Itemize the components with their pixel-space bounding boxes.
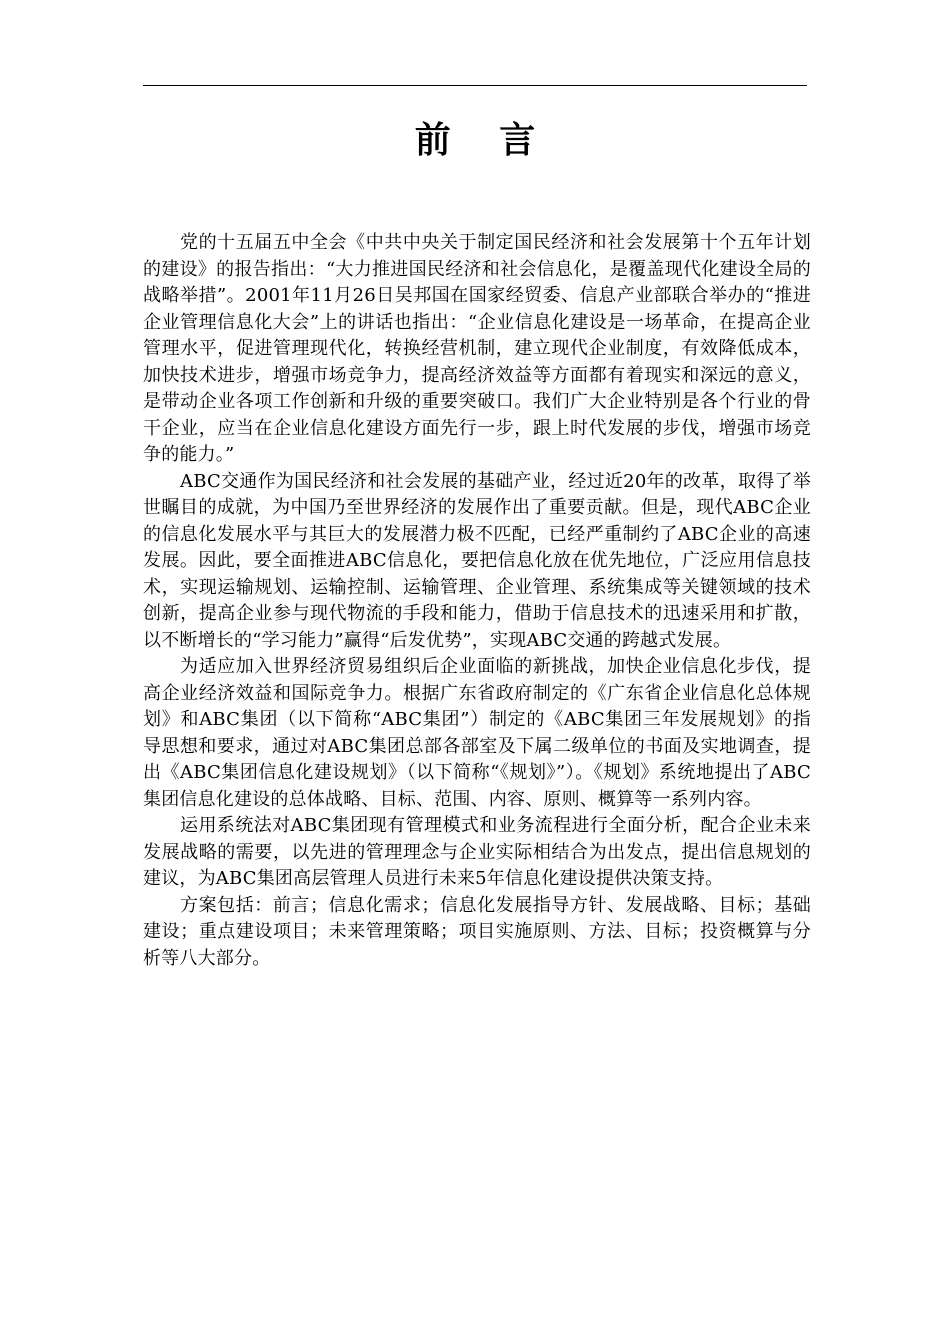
paragraph-2: ABC交通作为国民经济和社会发展的基础产业，经过近20年的改革，取得了举世瞩目的成就，为中国乃至世界经济的发展作出了重要贡献。但是，现代ABC企业的信息化发展水平与其巨大的发展潜力极不匹配，已经严重制约了ABC企业的高速发展。因此，要全面推进ABC信息化，要把信息化放在优先地位，广泛应用信息技术，实现运输规划、运输控制、运输管理、企业管理、系统集成等关键领域的技术创新，提高企业参与现代物流的手段和能力，借助于信息技术的迅速采用和扩散，以不断增长的“学习能力”赢得“后发优势”，实现ABC交通的跨越式发展。 (143, 470, 811, 651)
body-text (143, 230, 811, 972)
paragraph-1: 党的十五届五中全会《中共中央关于制定国民经济和社会发展第十个五年计划的建设》的报告指出：“大力推进国民经济和社会信息化，是覆盖现代化建设全局的战略举措”。2001年11月26日吴邦国在国家经贸委、信息产业部联合举办的“推进企业管理信息化大会”上的讲话也指出：“企业信息化建设是一场革命，在提高企业管理水平，促进管理现代化，转换经营机制，建立现代企业制度，有效降低成本，加快技术进步，增强市场竞争力，提高经济效益等方面都有着现实和深远的意义，是带动企业各项工作创新和升级的重要突破口。我们广大企业特别是各个行业的骨干企业，应当在企业信息化建设方面先行一步，跟上时代发展的步伐，增强市场竞争的能力。” (143, 232, 811, 465)
paragraph-4: 运用系统法对ABC集团现有管理模式和业务流程进行全面分析，配合企业未来发展战略的需要，以先进的管理理念与企业实际相结合为出发点，提出信息规划的建议，为ABC集团高层管理人员进行未来5年信息化建设提供决策支持。 (143, 815, 811, 889)
page-title: 前 言 (414, 120, 554, 161)
paragraph-5: 方案包括：前言；信息化需求；信息化发展指导方针、发展战略、目标；基础建设；重点建设项目；未来管理策略；项目实施原则、方法、目标；投资概算与分析等八大部分。 (143, 894, 811, 969)
header-rule (143, 85, 807, 86)
paragraph-3: 为适应加入世界经济贸易组织后企业面临的新挑战，加快企业信息化步伐，提高企业经济效益和国际竞争力。根据广东省政府制定的《广东省企业信息化总体规划》和ABC集团（以下简称“ABC集团”）制定的《ABC集团三年发展规划》的指导思想和要求，通过对ABC集团总部各部室及下属二级单位的书面及实地调查，提出《ABC集团信息化建设规划》（以下简称“《规划》”）。《规划》系统地提出了ABC集团信息化建设的总体战略、目标、范围、内容、原则、概算等一系列内容。 (143, 656, 811, 810)
